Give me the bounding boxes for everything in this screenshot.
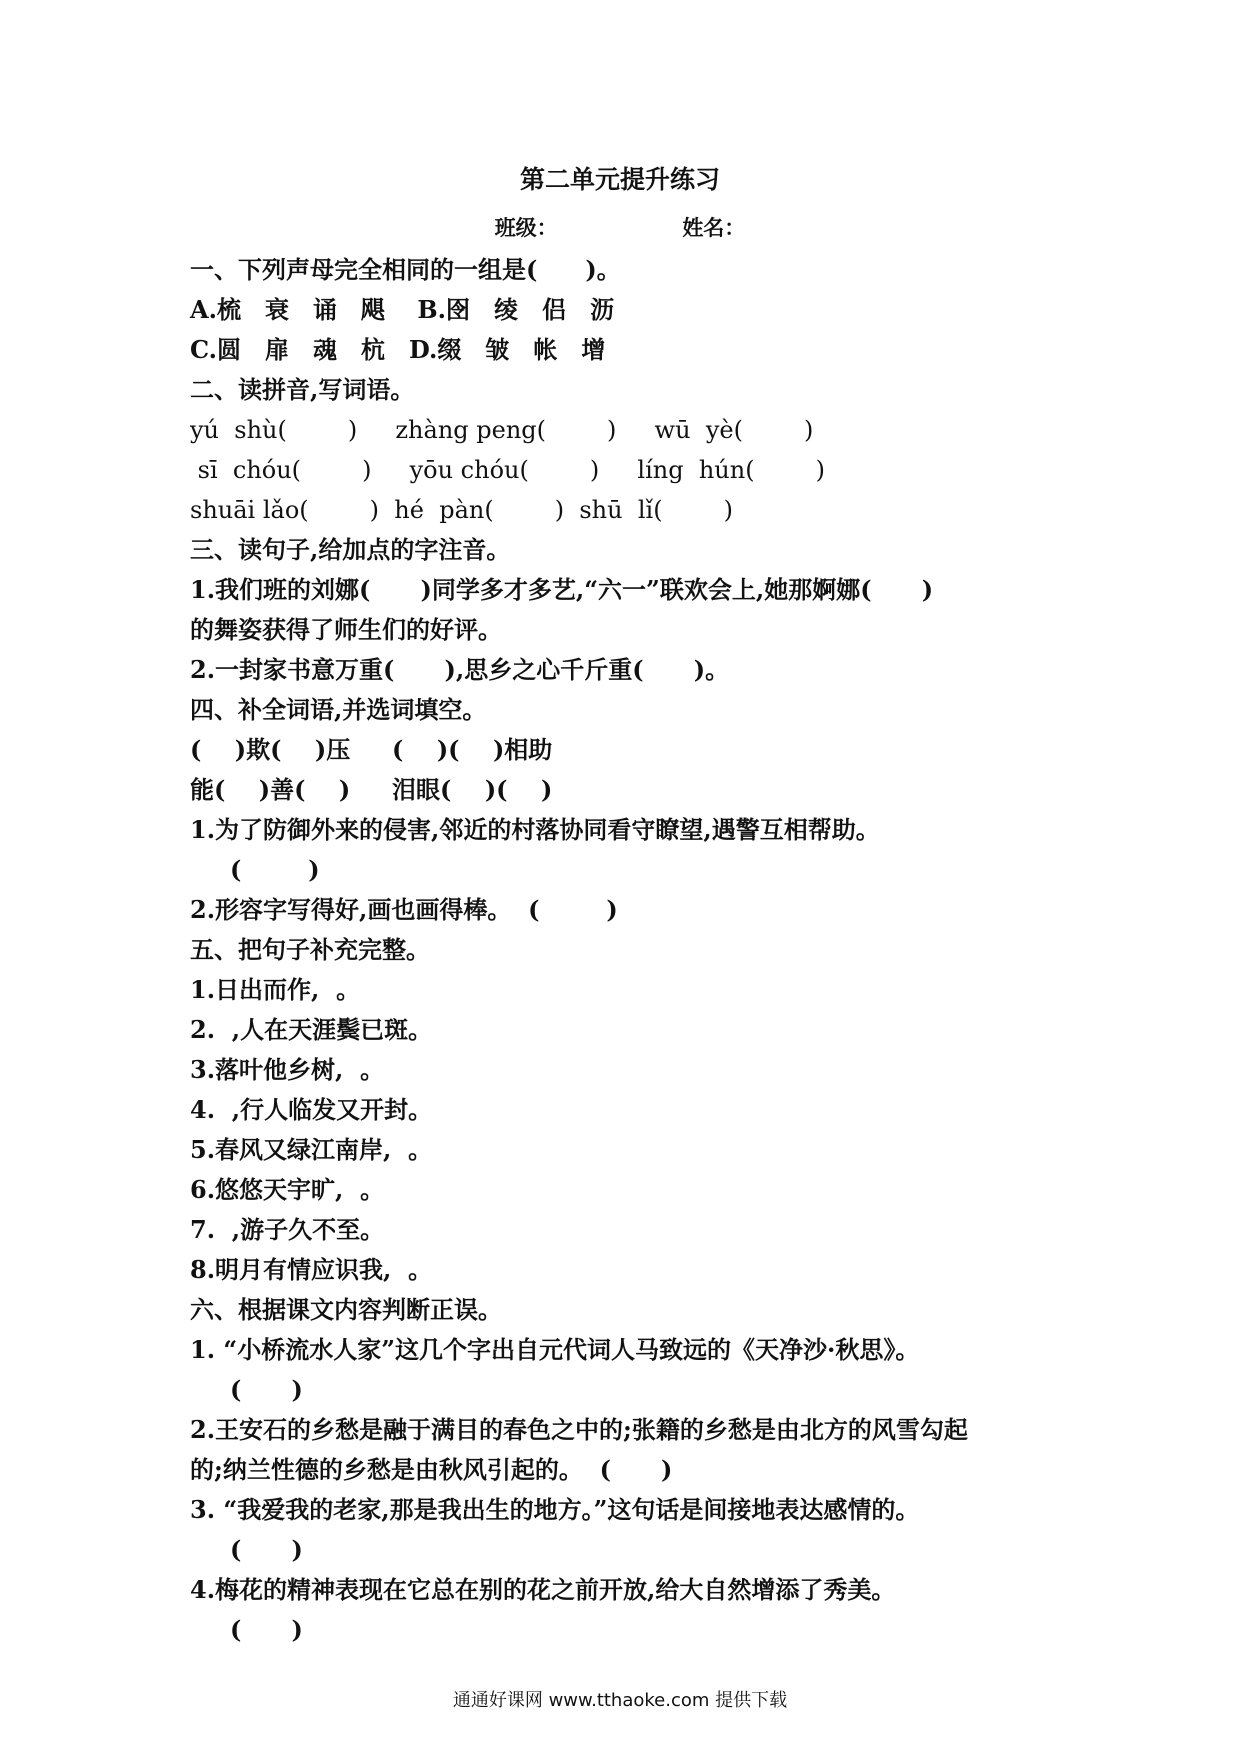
worksheet-line: 二、读拼音,写词语。 (190, 375, 415, 404)
worksheet-line: A.梳 衰 诵 飓 B.囹 绫 侣 沥 (190, 295, 614, 324)
worksheet-line: ( ) (230, 1535, 303, 1564)
worksheet-line: yú shù( ) zhàng peng( ) wū yè( ) (190, 416, 814, 444)
worksheet-line: ( ) (230, 1615, 303, 1644)
name-label: 姓名： (682, 215, 746, 240)
worksheet-line: ( ) (230, 1375, 303, 1404)
worksheet-line: 1.日出而作, 。 (190, 975, 361, 1004)
page-title: 第二单元提升练习 (519, 165, 720, 194)
worksheet-line: 3. “我爱我的老家,那是我出生的地方。”这句话是间接地表达感情的。 (190, 1495, 920, 1524)
worksheet-line: 5.春风又绿江南岸, 。 (190, 1135, 433, 1164)
worksheet-line: 能( )善( ) 泪眼( )( ) (190, 775, 553, 804)
worksheet-line: C.圆 扉 魂 杭 D.缀 皱 帐 增 (190, 335, 606, 364)
worksheet-body (190, 250, 1070, 1650)
worksheet-line: 的舞姿获得了师生们的好评。 (190, 615, 502, 644)
worksheet-line: 2. ,人在天涯鬓已斑。 (190, 1015, 433, 1044)
worksheet-line: 2.形容字写得好,画也画得棒。 ( ) (190, 895, 618, 924)
student-info (0, 212, 1240, 242)
worksheet-line: 的;纳兰性德的乡愁是由秋风引起的。 ( ) (190, 1455, 673, 1484)
worksheet-line: ( )欺( )压 ( )( )相助 (190, 735, 553, 764)
worksheet-line: 四、补全词语,并选词填空。 (190, 695, 487, 724)
worksheet-line: ( ) (230, 855, 320, 884)
worksheet-line: 六、根据课文内容判断正误。 (190, 1295, 502, 1324)
worksheet-line: 三、读句子,给加点的字注音。 (190, 535, 511, 564)
worksheet-line: 3.落叶他乡树, 。 (190, 1055, 385, 1084)
worksheet-line: 五、把句子补充完整。 (190, 935, 430, 964)
worksheet-line: shuāi lǎo( ) hé pàn( ) shū lǐ( ) (190, 496, 733, 524)
worksheet-line: 4.梅花的精神表现在它总在别的花之前开放,给大自然增添了秀美。 (190, 1575, 896, 1604)
worksheet-line: 4. ,行人临发又开封。 (190, 1095, 433, 1124)
worksheet-line: 1. “小桥流水人家”这几个字出自元代词人马致远的《天净沙·秋思》。 (190, 1335, 920, 1364)
worksheet-line: 2.一封家书意万重( ),思乡之心千斤重( )。 (190, 655, 730, 684)
worksheet-line: 8.明月有情应识我, 。 (190, 1255, 433, 1284)
worksheet-line: sī chóu( ) yōu chóu( ) líng hún( ) (190, 456, 825, 484)
worksheet-line: 1.为了防御外来的侵害,邻近的村落协同看守瞭望,遇警互相帮助。 (190, 815, 880, 844)
worksheet-line: 2.王安石的乡愁是融于满目的春色之中的;张籍的乡愁是由北方的风雪勾起 (190, 1415, 968, 1444)
worksheet-line: 1.我们班的刘娜( )同学多才多艺,“六一”联欢会上,她那婀娜( ) (190, 575, 934, 604)
worksheet-line: 7. ,游子久不至。 (190, 1215, 385, 1244)
worksheet-line: 一、下列声母完全相同的一组是( )。 (190, 255, 621, 284)
class-label: 班级： (494, 215, 558, 240)
worksheet-line: 6.悠悠天宇旷, 。 (190, 1175, 385, 1204)
footer-text: 通通好课网 www.tthaoke.com 提供下载 (452, 1690, 788, 1711)
